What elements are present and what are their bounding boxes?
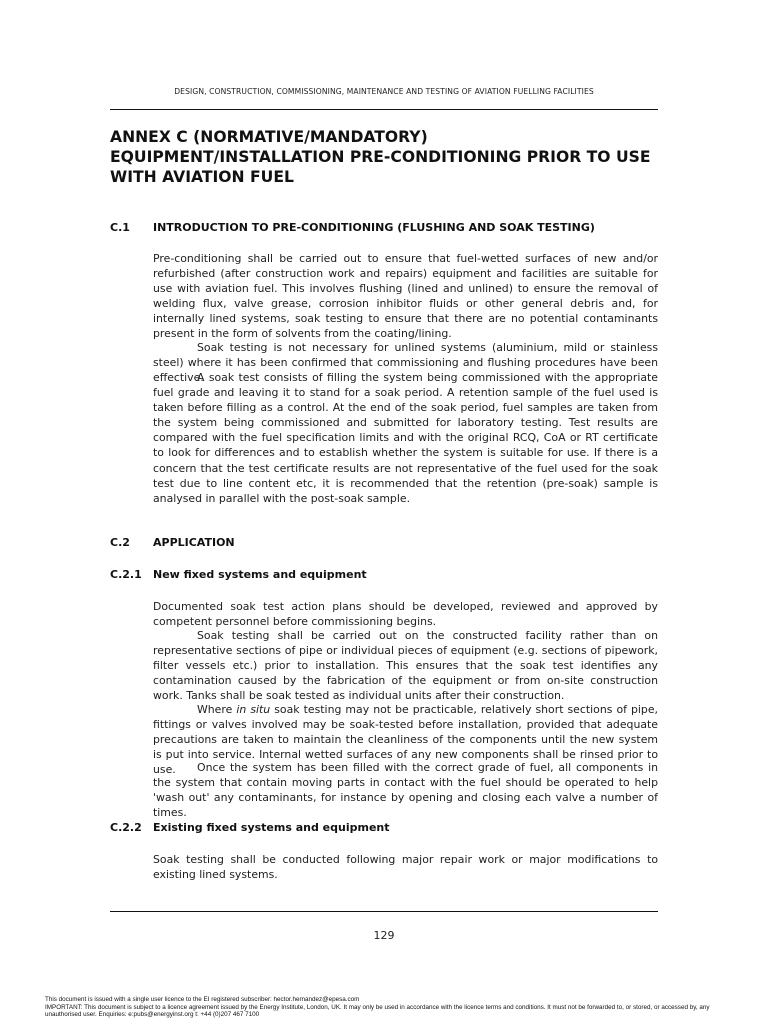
footer-rule — [110, 911, 658, 912]
section-number: C.1 — [110, 221, 130, 234]
annex-title-line-3: WITH AVIATION FUEL — [110, 168, 294, 186]
section-title: Existing fixed systems and equipment — [153, 821, 390, 834]
c1-paragraph-1: Pre-conditioning shall be carried out to ensure that fuel-wetted surfaces of new and/or refurbished (after construction work and repairs) equipment and facilities are suitable for use with aviation fuel. This involves flushing (lined and unlined) to ensure the removal of welding flux, valve grease, corrosion inhibitor fluids or other general debris and, for internally lined systems, soak testing to ensure that there are no potential contaminants present in the form of solvents from the coating/lining. — [153, 252, 658, 341]
c21-paragraph-1: Documented soak test action plans should be developed, reviewed and approved by competent personnel before commissioning begins. — [153, 600, 658, 629]
section-heading-c1 — [110, 221, 595, 234]
section-heading-c2-1 — [110, 568, 367, 581]
c21-paragraph-2: Soak testing shall be carried out on the constructed facility rather than on representative sections of pipe or individual pieces of equipment (e.g. sections of pipework, filter vessels etc.) prior to installation. This ensures that the soak test identifies any contamination caused by the fabrication of the equipment or from on-site construction work. Tanks shall be soak tested as individual units after their construction. — [153, 629, 658, 703]
c21-paragraph-3: Where in situ soak testing may not be practicable, relatively short sections of pipe, fittings or valves involved may be soak-tested before installation, provided that adequate precautions are taken to maintain the cleanliness of the components until the new system is put into service. Internal wetted surfaces of any new components shall be rinsed prior to use. — [153, 703, 659, 777]
section-heading-c2 — [110, 536, 235, 549]
c1-paragraph-2: Soak testing is not necessary for unlined systems (aluminium, mild or stainless steel) where it has been confirmed that commissioning and flushing procedures have been effective. — [153, 341, 658, 385]
annex-title-line-2: EQUIPMENT/INSTALLATION PRE-CONDITIONING PRIOR TO USE — [110, 148, 651, 166]
section-title: APPLICATION — [153, 536, 235, 549]
section-number: C.2.2 — [110, 821, 142, 834]
section-heading-c2-2 — [110, 821, 390, 834]
c1-paragraph-3: A soak test consists of filling the system being commissioned with the appropriate fuel grade and leaving it to stand for a soak period. A retention sample of the fuel used is taken before filling as a control. At the end of the soak period, fuel samples are taken from the system being commissioned and submitted for laboratory testing. Test results are compared with the fuel specification limits and with the original RCQ, CoA or RT certificate to look for differences and to establish whether the system is suitable for use. If there is a concern that the test certificate results are not representative of the fuel used for the soak test due to line content etc, it is recommended that the retention (pre-soak) sample is analysed in parallel with the post-soak sample. — [153, 371, 658, 505]
licence-footer — [45, 996, 725, 1019]
licence-line: This document is issued with a single user licence to the EI registered subscriber: hector.hernandez@epesa.com — [45, 996, 360, 1003]
annex-title-line-1: ANNEX C (NORMATIVE/MANDATORY) — [110, 128, 428, 146]
header-rule — [110, 109, 658, 110]
c22-paragraph-1: Soak testing shall be conducted following major repair work or major modifications to existing lined systems. — [153, 853, 658, 882]
annex-title — [110, 127, 658, 187]
running-header: DESIGN, CONSTRUCTION, COMMISSIONING, MAINTENANCE AND TESTING OF AVIATION FUELLING FACILITIES — [174, 87, 594, 96]
page-number: 129 — [373, 929, 395, 942]
licence-notice: IMPORTANT: This document is subject to a licence agreement issued by the Energy Institute, London, UK. It may only be used in accordance with the licence terms and conditions. It must not be forwarded to, or stored, or accessed by, any unauthorised user. Enquiries: e:pubs@energyinst.org t: +44 (0)207 467 7100 — [45, 1003, 710, 1019]
section-number: C.2 — [110, 536, 130, 549]
emphasis-in-situ: in situ — [236, 703, 271, 716]
section-number: C.2.1 — [110, 568, 142, 581]
section-title: INTRODUCTION TO PRE-CONDITIONING (FLUSHING AND SOAK TESTING) — [153, 221, 595, 234]
section-title: New fixed systems and equipment — [153, 568, 367, 581]
c21-paragraph-4: Once the system has been filled with the correct grade of fuel, all components in the system that contain moving parts in contact with the fuel should be operated to help 'wash out' any contaminants, for instance by opening and closing each valve a number of times. — [153, 761, 658, 820]
